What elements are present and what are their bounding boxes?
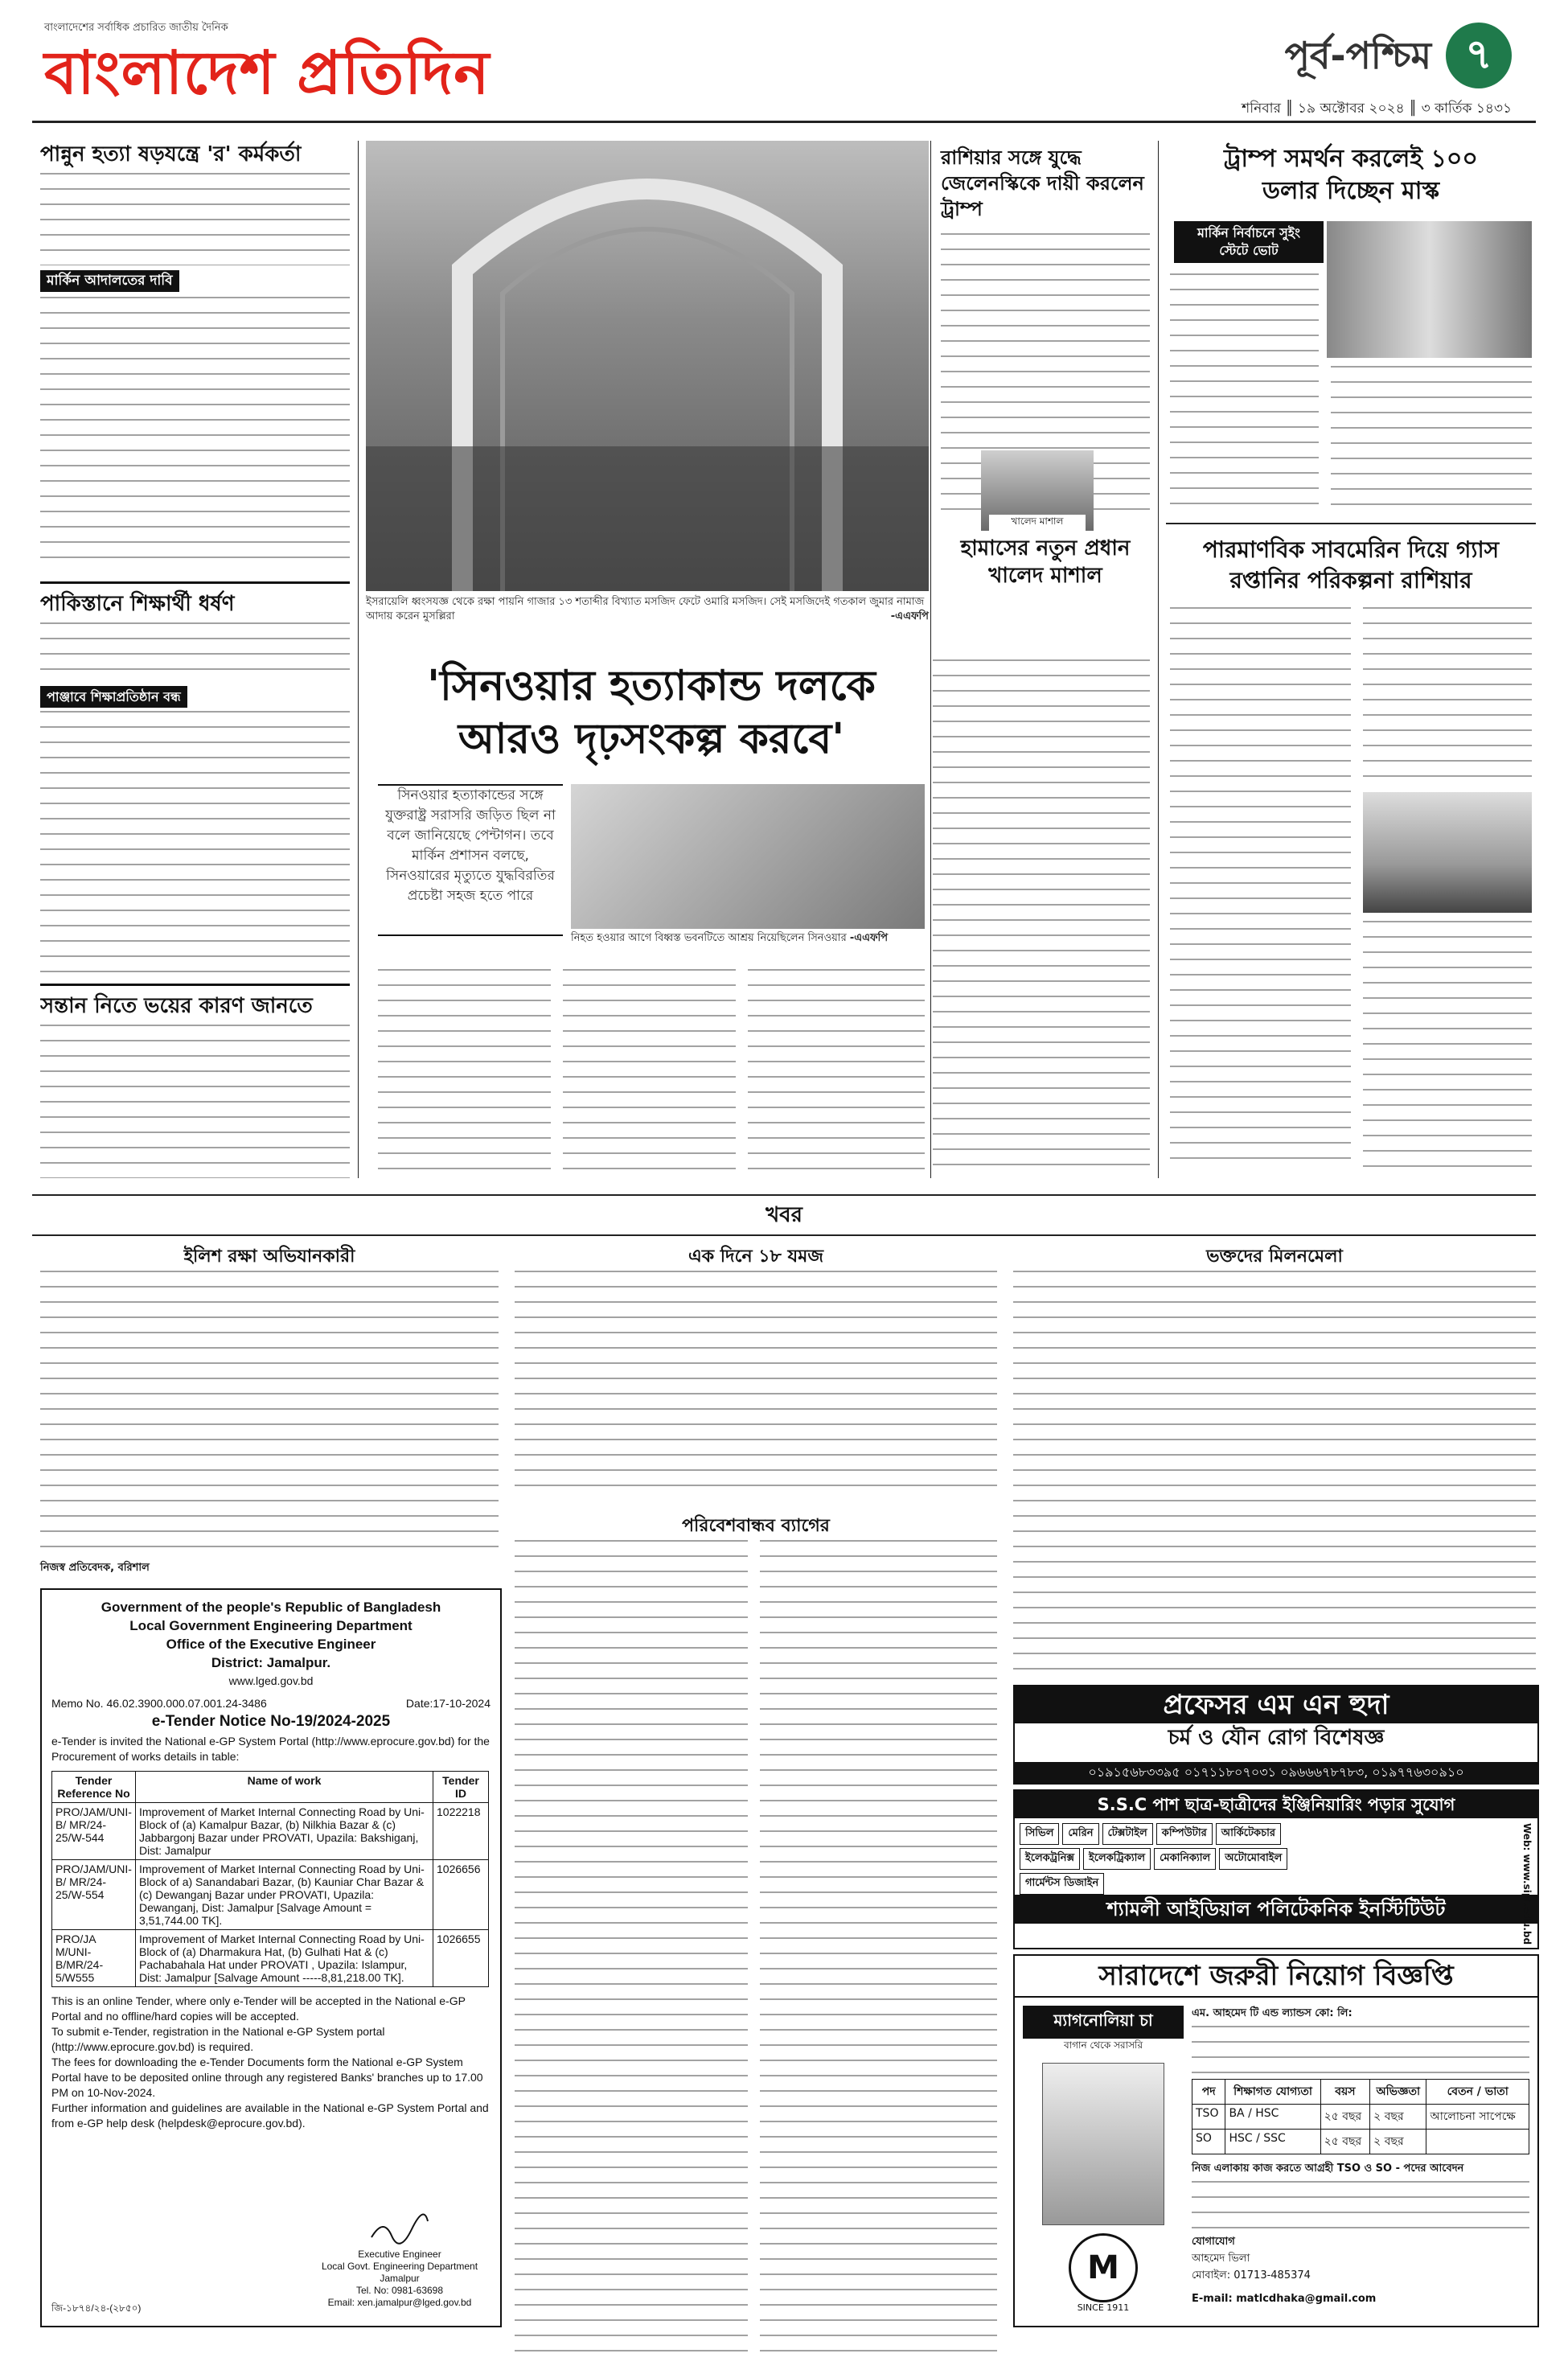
mosque-prayer-photo [366,141,929,591]
ad-doctor-phones: ০১৯১৫৬৮৩৩৯৫ ০১৭১১৮০৭০৩১ ০৯৬৬৬৭৮৭৮৩, ০১৯৭৭৬৩০৯১০ [1015,1762,1537,1783]
cell: ২ বছর [1370,2130,1426,2154]
tech-item: টেক্সটাইল [1102,1823,1153,1845]
tech-item: সিভিল [1020,1823,1059,1845]
twins-body [515,1271,997,1496]
tender-signature [307,2213,492,2309]
story-parenting-headline: সন্তান নিতে ভয়ের কারণ জানতে [40,994,313,1018]
ad-jobs-note-text [1192,2181,1529,2229]
issue-date: শনিবার ║ ১৯ অক্টোবর ২০২৪ ║ ৩ কার্তিক ১৪৩১ [1242,101,1512,117]
submarine-photo [1363,792,1532,913]
tender-id: 1026656 [433,1860,489,1930]
col-exp: অভিজ্ঞতা [1370,2080,1426,2105]
ad-jobs-email[interactable]: E-mail: matlcdhaka@gmail.com [1192,2293,1377,2305]
main-story-col1 [378,969,551,1178]
eco-bag-body-col2 [760,1540,997,2364]
ad-jobs-headline: সারাদেশে জরুরী নিয়োগ বিজ্ঞপ্তি [1015,1956,1537,1998]
trump-musk-subhead-line1: মার্কিন নির্বাচনে সুইং [1197,225,1301,240]
inset-caption-text: নিহত হওয়ার আগে বিধ্বস্ত ভবনটিতে আশ্রয় নিয়েছিলেন সিনওয়ার [571,932,847,944]
tender-id: 1022218 [433,1803,489,1860]
submarine-body-col2 [1363,607,1532,784]
twins-headline: এক দিনে ১৮ যমজ [688,1246,824,1267]
main-headline-line2: আরও দৃঢ়সংকল্প করবে' [458,714,845,763]
story-pannun-headline: পান্নুন হত্যা ষড়যন্ত্রে 'র' কর্মকর্তা [40,142,302,166]
tender-work: Improvement of Market Internal Connecting Road by Uni-Block of (a) Dharmakura Hat, (b) Gulhati Hat & (c) Pachabahala Hat under PROVATI , Upazila: Islampur, Dist: Jamalpur [Salvage Amount -----8,81,218.00 TK]. [136,1930,433,1987]
russia-zelensky-headline: রাশিয়ার সঙ্গে যুদ্ধে জেলেনস্কিকে দায়ী করলেন ট্রাম্প [941,146,1144,220]
tender-office: Office of the Executive Engineer [166,1637,376,1652]
section-name: পূর্ব-পশ্চিম [1284,34,1431,77]
tender-table [51,1771,489,1987]
ad-jobs-table [1192,2079,1529,2154]
trump-musk-body-col2 [1331,366,1532,515]
devotees-headline: ভক্তদের মিলনমেলা [1206,1246,1343,1267]
tender-col-ref: Tender Reference No [52,1772,136,1803]
column-rule [930,141,931,1178]
section-rule [32,1194,1536,1196]
tender-ref: PRO/JAM/UNI-B/ MR/24-25/W-544 [52,1803,136,1860]
hilsa-body [40,1271,499,1560]
col-age: বয়স [1320,2080,1370,2105]
ad-jobs-since: SINCE 1911 [1077,2302,1130,2313]
trump-musk-subhead-line2: স্টেটে ভোট [1219,243,1279,258]
ad-jobs-contact-phone[interactable]: মোবাইল: 01713-485374 [1192,2269,1311,2282]
section-bar-label: খবর [766,1203,802,1227]
divider [40,984,350,986]
cell [1426,2130,1529,2154]
story-pannun-subhead: মার্কিন আদালতের দাবি [40,270,179,292]
masthead-logo [44,20,495,117]
story-parenting-body [40,1025,350,1178]
tech-item: মেরিন [1062,1823,1098,1845]
tender-date: Date:17-10-2024 [405,1697,491,1710]
ad-jobs-header [1192,2080,1529,2105]
column-rule [358,141,359,1178]
tender-conditions [42,1994,500,2131]
cell: HSC / SSC [1225,2130,1320,2154]
tender-district: District: Jamalpur. [211,1655,331,1670]
cell: BA / HSC [1225,2105,1320,2130]
photo-caption-text: ইসরায়েলি ধ্বংসযজ্ঞ থেকে রক্ষা পায়নি গাজার ১৩ শতাব্দীর বিখ্যাত মসজিদ ফেটে ওমারি মসজিদ। সেই মসজিদেই গতকাল জুমার নামাজ আদায় করেন মুসল্লিরা [366,596,925,622]
main-story-col3 [748,969,925,1178]
tender-website[interactable]: www.lged.gov.bd [228,1674,314,1687]
submarine-body-col1 [1170,607,1351,1170]
story-pakistan-headline: পাকিস্তানে শিক্ষার্থী ধর্ষণ [40,592,235,616]
tender-sign-title: Executive Engineer [358,2249,441,2260]
ad-jobs-brand-tag: বাগান থেকে সরাসরি [1063,2039,1143,2051]
tender-para1: This is an online Tender, where only e-Tender will be accepted in the National e-GP Portal and no offline/hard copies will be accepted. [51,1994,466,2023]
tender-govt: Government of the people's Republic of Bangladesh [101,1600,441,1615]
tender-notice-number: e-Tender Notice No-19/2024-2025 [151,1713,391,1730]
photo-credit: -এএফপি [890,610,929,622]
column-rule [1158,141,1159,1178]
tender-id: 1026655 [433,1930,489,1987]
tech-item: অটোমোবাইল [1219,1848,1287,1870]
masthead-tagline: বাংলাদেশের সর্বাধিক প্রচারিত জাতীয় দৈনিক [44,22,228,34]
tender-col-work: Name of work [136,1772,433,1803]
ad-doctor-name: প্রফেসর এম এন হুদা [1015,1686,1537,1723]
inset-credit: -এএফপি [849,932,889,944]
col-post: পদ [1192,2080,1225,2105]
trump-musk-headline-line2: ডলার দিচ্ছেন মাস্ক [1262,177,1440,205]
tech-item: ইলেকট্রনিক্স [1020,1848,1080,1870]
divider [40,581,350,584]
cell: TSO [1192,2105,1225,2130]
submarine-headline-line2: রপ্তানির পরিকল্পনা রাশিয়ার [1229,567,1472,594]
ad-jobs-brand-block [1023,2006,1184,2313]
ad-jobs-intro [1192,2026,1529,2074]
table-row [52,1860,489,1930]
trump-musk-headline-line1: ট্রাম্প সমর্থন করলেই ১০০ [1224,145,1478,173]
khaled-mashal-photo-label: খালেদ মাশাল [989,515,1086,531]
pullquote: সিনওয়ার হত্যাকান্ডের সঙ্গে যুক্তরাষ্ট্র সরাসরি জড়িত ছিল না বলে জানিয়েছে পেন্টাগন। তবে মার্কিন প্রশাসন বলছে, সিনওয়ারের মৃত্যুতে যুদ্ধবিরতির প্রচেষ্টা সহজ হতে পারে [378,784,563,936]
ad-polytechnic-techs [1015,1818,1330,1900]
trump-musk-subhead [1174,221,1324,263]
story-pakistan-subhead: পাঞ্জাবে শিক্ষাপ্রতিষ্ঠান বন্ধ [40,686,187,708]
ad-polytechnic [1013,1789,1539,1949]
ad-jobs-company: এম. আহমেদ টি এন্ড ল্যান্ডস কো: লি: [1192,2007,1353,2019]
ad-jobs-details [1192,2006,1529,2305]
ad-jobs-note: নিজ এলাকায় কাজ করতে আগ্রহী TSO ও SO - পদের আবেদন [1192,2162,1464,2175]
cell: ২৫ বছর [1320,2130,1370,2154]
tender-para4: Further information and guidelines are available in the National e-GP System Portal and from e-GP help desk (helpdesk@eprocure.gov.bd). [51,2101,489,2130]
tender-col-id: Tender ID [433,1772,489,1803]
main-story-col4 [933,659,1150,1178]
hamas-headline [941,535,1150,589]
story-pannun-text [40,173,350,265]
submarine-headline-line1: পারমাণবিক সাবমেরিন দিয়ে গ্যাস [1202,536,1500,563]
ad-polytechnic-institute: শ্যামলী আইডিয়াল পলিটেকনিক ইনস্টিটিউট [1015,1895,1537,1924]
tender-sign-tel: Tel. No: 0981-63698 [355,2285,444,2296]
table-row [52,1803,489,1860]
tender-work: Improvement of Market Internal Connecting Road by Uni-Block of a) Sanandabari Bazar, (b) Kauniar Char Bazar & (c) Dewanganj Bazar under PROVATI, Upazila: Dewanganj, Dist: Jamalpur [Salvage Amount = 3,51,744.00 TK]. [136,1860,433,1930]
ad-doctor-specialty: চর্ম ও যৌন রোগ বিশেষজ্ঞ [1168,1726,1385,1750]
cell: আলোচনা সাপেক্ষে [1426,2105,1529,2130]
tender-heading [42,1590,500,1690]
lged-tender-notice [40,1588,502,2327]
story-pakistan-text [40,622,350,683]
hamas-headline-line2: খালেদ মাশাল [988,564,1102,588]
newspaper-logo: বাংলাদেশ প্রতিদিন [44,39,491,108]
hamas-headline-line1: হামাসের নতুন প্রধান [960,536,1131,561]
tender-ref: PRO/JAM/UNI-B/ MR/24-25/W-554 [52,1860,136,1930]
ad-jobs [1013,1954,1539,2327]
tender-memo-row [42,1690,500,1710]
ad-polytechnic-web[interactable]: Web: www.sipi.edu.bd [1521,1823,1533,1945]
section-rule [32,1234,1536,1236]
table-row [1192,2105,1529,2130]
mosque-arch-illustration [366,141,929,591]
tender-sign-district: Jamalpur [380,2273,420,2284]
tender-intro: e-Tender is invited the National e-GP System Portal (http://www.eprocure.gov.bd) for the Procurement of works details in table: [51,1735,490,1763]
tender-table-header [52,1772,489,1803]
eco-bag-body-col1 [515,1540,748,2364]
devotees-body [1013,1271,1536,1677]
col-edu: শিক্ষাগত যোগ্যতা [1225,2080,1320,2105]
cell: ২৫ বছর [1320,2105,1370,2130]
tech-item: গার্মেন্টস ডিজাইন [1020,1873,1104,1895]
ad-jobs-contact-name: আহমেদ ভিলা [1192,2253,1250,2265]
trump-musk-headline [1166,143,1536,207]
divider [1166,523,1536,524]
tender-para2: To submit e-Tender, registration in the National e-GP System portal (http://www.eprocure.gov.bd) is required. [51,2025,385,2053]
left-column [40,141,350,1178]
ad-polytechnic-headline: S.S.C পাশ ছাত্র-ছাত্রীদের ইঞ্জিনিয়ারিং পড়ার সুযোগ [1015,1791,1537,1818]
trump-musk-photo [1327,221,1532,358]
main-headline [378,659,925,766]
submarine-body-col3 [1363,921,1532,1170]
signature-icon [367,2213,432,2245]
tender-dept: Local Government Engineering Department [129,1618,413,1633]
main-headline-line1: 'সিনওয়ার হত্যাকান্ড দলকে [427,661,876,710]
photo-caption [366,595,929,624]
table-row [52,1930,489,1987]
inset-caption [571,931,925,946]
tech-item: কম্পিউটার [1156,1823,1213,1845]
tech-item: মেকানিক্যাল [1154,1848,1216,1870]
tender-ref: PRO/JA M/UNI-B/MR/24-5/W555 [52,1930,136,1987]
tech-item: ইলেকট্রিক্যাল [1083,1848,1151,1870]
masthead-rule [32,121,1536,123]
hilsa-byline: নিজস্ব প্রতিবেদক, বরিশাল [40,1562,150,1574]
col-salary: বেতন / ভাতা [1426,2080,1529,2105]
submarine-headline [1166,535,1536,596]
tender-ref-code: জি-১৮৭৪/২৪-(২৮৫০) [51,2302,142,2314]
tender-memo: Memo No. 46.02.3900.000.07.001.24-3486 [51,1697,267,1710]
main-story-col2 [563,969,736,1178]
ad-jobs-contact-label: যোগাযোগ [1192,2236,1235,2248]
trump-musk-body-col1 [1170,273,1319,515]
tea-pack-image [1042,2063,1164,2225]
eco-bag-headline: পরিবেশবান্ধব ব্যাগের [682,1515,830,1536]
cell: SO [1192,2130,1225,2154]
cell: ২ বছর [1370,2105,1426,2130]
ad-doctor [1013,1685,1539,1785]
tender-para3: The fees for downloading the e-Tender Documents form the National e-GP System Portal have to be deposited online through any registered Banks' branches up to 17.00 PM on 10-Nov-2024. [51,2056,483,2099]
ad-jobs-brand: ম্যাগনোলিয়া চা [1023,2006,1184,2039]
hilsa-headline: ইলিশ রক্ষা অভিযানকারী [183,1246,355,1267]
sinwar-building-photo [571,784,925,929]
ahmed-logo-icon: M [1069,2233,1138,2302]
story-pannun-body [40,297,350,570]
story-pakistan-body [40,711,350,972]
tender-work: Improvement of Market Internal Connecting Road by Uni-Block of (a) Kamalpur Bazar, (b) Nilkhia Bazar & (c) Jabbargonj Bazar under PROVATI, Upazila: Bakshiganj, Dist: Jamalpur [136,1803,433,1860]
table-row [1192,2130,1529,2154]
tender-sign-email: Email: xen.jamalpur@lged.gov.bd [327,2297,472,2308]
tech-item: আর্কিটেকচার [1216,1823,1281,1845]
tender-sign-office: Local Govt. Engineering Department [321,2261,478,2272]
page-number: ৭ [1446,23,1512,88]
